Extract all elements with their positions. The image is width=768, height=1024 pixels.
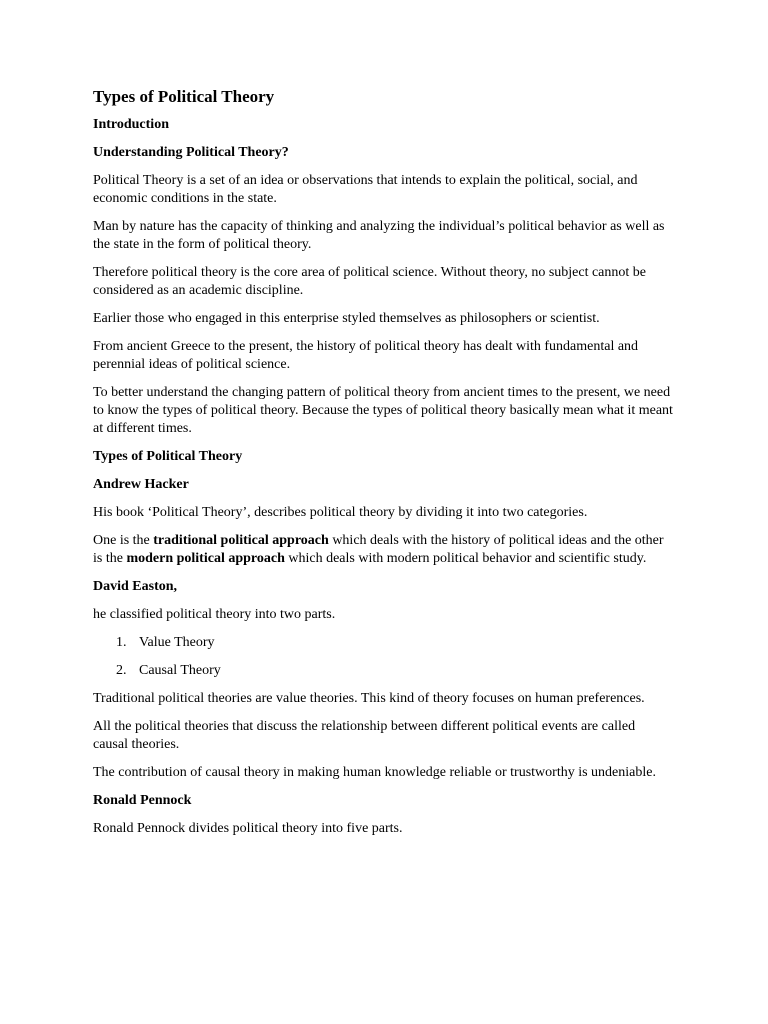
heading-types: Types of Political Theory [93, 449, 243, 464]
paragraph: Traditional political theories are value theories. This kind of theory focuses on human preferences. [93, 691, 645, 706]
paragraph: Man by nature has the capacity of thinking and analyzing the individual’s political behavior as well as the state in the form of political theory. [93, 219, 665, 252]
heading-andrew-hacker: Andrew Hacker [93, 477, 189, 492]
paragraph: Ronald Pennock divides political theory into five parts. [93, 821, 403, 836]
heading-introduction: Introduction [93, 117, 169, 132]
heading-understanding: Understanding Political Theory? [93, 145, 289, 160]
heading-ronald-pennock: Ronald Pennock [93, 793, 192, 808]
list-item [93, 634, 673, 652]
paragraph: All the political theories that discuss the relationship between different political events are called causal theories. [93, 719, 636, 752]
paragraph-approaches [93, 532, 673, 568]
paragraph: From ancient Greece to the present, the history of political theory has dealt with fundamental and perennial ideas of political science. [93, 339, 639, 372]
paragraph: To better understand the changing pattern of political theory from ancient times to the present, we need to know the types of political theory. Because the types of political theory basically mean what it meant at different times. [93, 385, 673, 436]
numbered-list [93, 634, 673, 680]
paragraph: Earlier those who engaged in this enterprise styled themselves as philosophers or scientist. [93, 311, 600, 326]
document-page [93, 86, 673, 848]
heading-david-easton: David Easton, [93, 579, 178, 594]
text-run: One is the [93, 533, 154, 548]
document-title: Types of Political Theory [93, 87, 275, 106]
bold-text-traditional: traditional political approach [153, 533, 329, 548]
paragraph: Political Theory is a set of an idea or observations that intends to explain the political, social, and economic conditions in the state. [93, 173, 638, 206]
paragraph: His book ‘Political Theory’, describes political theory by dividing it into two categories. [93, 505, 588, 520]
bold-text-modern: modern political approach [126, 551, 285, 566]
paragraph: Therefore political theory is the core area of political science. Without theory, no subject cannot be considered as an academic discipline. [93, 265, 646, 298]
paragraph: The contribution of causal theory in making human knowledge reliable or trustworthy is undeniable. [93, 765, 656, 780]
text-run: which deals with the history of political ideas and the other is the [93, 533, 664, 566]
list-number: 2. [116, 663, 127, 678]
list-item [93, 662, 673, 680]
list-number: 1. [116, 635, 127, 650]
paragraph: he classified political theory into two parts. [93, 607, 336, 622]
list-text: Causal Theory [139, 663, 221, 678]
text-run: which deals with modern political behavior and scientific study. [284, 551, 647, 566]
list-text: Value Theory [139, 635, 215, 650]
